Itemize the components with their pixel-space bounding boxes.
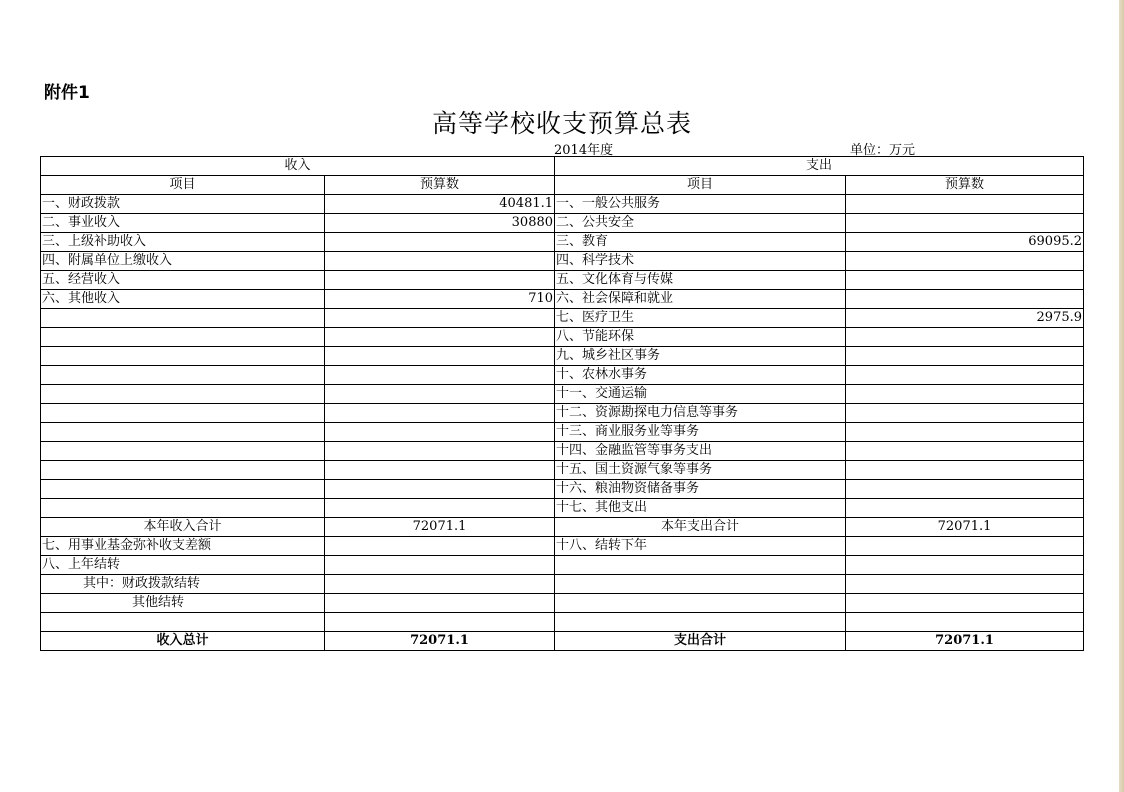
income-item-cell: 三、上级补助收入 [41, 233, 325, 252]
expense-item-cell: 十七、其他支出 [555, 499, 846, 518]
income-value-cell: 30880 [325, 214, 555, 233]
income-year-total-value: 72071.1 [325, 518, 555, 537]
table-row [41, 195, 1084, 214]
expense-item-cell [555, 556, 846, 575]
income-item-cell [41, 309, 325, 328]
expense-value-cell [846, 499, 1084, 518]
expense-value-cell [846, 271, 1084, 290]
income-item-cell [41, 385, 325, 404]
table-row [41, 252, 1084, 271]
expense-value-cell [846, 385, 1084, 404]
table-row [41, 271, 1084, 290]
table-row [41, 556, 1084, 575]
income-item-cell [41, 404, 325, 423]
income-item-cell [41, 328, 325, 347]
income-item-cell: 其他结转 [41, 594, 325, 613]
income-value-cell [325, 575, 555, 594]
table-row [41, 385, 1084, 404]
income-grand-total-label: 收入总计 [41, 632, 325, 651]
expense-item-cell: 四、科学技术 [555, 252, 846, 271]
income-value-cell: 40481.1 [325, 195, 555, 214]
expense-budget-header: 预算数 [846, 176, 1084, 195]
expense-value-cell [846, 556, 1084, 575]
expense-item-cell: 七、医疗卫生 [555, 309, 846, 328]
income-item-cell [41, 461, 325, 480]
income-item-header: 项目 [41, 176, 325, 195]
income-value-cell [325, 499, 555, 518]
income-value-cell: 710 [325, 290, 555, 309]
expense-item-cell: 六、社会保障和就业 [555, 290, 846, 309]
income-item-cell: 八、上年结转 [41, 556, 325, 575]
expense-item-header: 项目 [555, 176, 846, 195]
table-row [41, 575, 1084, 594]
table-row [41, 404, 1084, 423]
expense-value-cell [846, 366, 1084, 385]
income-item-cell [41, 423, 325, 442]
table-row [41, 423, 1084, 442]
income-value-cell [325, 480, 555, 499]
expense-item-cell: 十一、交通运输 [555, 385, 846, 404]
expense-value-cell [846, 404, 1084, 423]
income-value-cell [325, 556, 555, 575]
table-row [41, 613, 1084, 632]
expense-item-cell: 五、文化体育与传媒 [555, 271, 846, 290]
expense-item-cell: 十五、国土资源气象等事务 [555, 461, 846, 480]
income-item-cell: 五、经营收入 [41, 271, 325, 290]
table-row [41, 290, 1084, 309]
unit-label: 单位：万元 [850, 143, 916, 158]
income-value-cell [325, 461, 555, 480]
table-row [41, 214, 1084, 233]
income-value-cell [325, 442, 555, 461]
year-total-row [41, 518, 1084, 537]
expense-item-cell: 十六、粮油物资储备事务 [555, 480, 846, 499]
income-item-cell: 二、事业收入 [41, 214, 325, 233]
income-value-cell [325, 252, 555, 271]
expense-value-cell [846, 480, 1084, 499]
income-item-cell: 六、其他收入 [41, 290, 325, 309]
income-item-cell [41, 366, 325, 385]
income-section-header: 收入 [41, 157, 555, 176]
page-title: 高等学校收支预算总表 [431, 109, 692, 138]
income-value-cell [325, 347, 555, 366]
table-row [41, 537, 1084, 556]
fiscal-year: 2014年度 [554, 143, 614, 158]
expense-value-cell [846, 290, 1084, 309]
income-value-cell [325, 366, 555, 385]
expense-item-cell: 一、一般公共服务 [555, 195, 846, 214]
expense-section-header: 支出 [555, 157, 1084, 176]
section-header-row [41, 157, 1084, 176]
income-value-cell [325, 309, 555, 328]
income-item-cell [41, 480, 325, 499]
table-row [41, 461, 1084, 480]
expense-value-cell [846, 575, 1084, 594]
income-item-cell [41, 613, 325, 632]
expense-item-cell: 十、农林水事务 [555, 366, 846, 385]
income-item-cell: 一、财政拨款 [41, 195, 325, 214]
expense-year-total-value: 72071.1 [846, 518, 1084, 537]
income-item-cell: 四、附属单位上缴收入 [41, 252, 325, 271]
income-value-cell [325, 404, 555, 423]
income-grand-total-value: 72071.1 [325, 632, 555, 651]
income-value-cell [325, 328, 555, 347]
table-row [41, 233, 1084, 252]
expense-item-cell: 十三、商业服务业等事务 [555, 423, 846, 442]
attachment-label: 附件1 [44, 83, 90, 103]
income-budget-header: 预算数 [325, 176, 555, 195]
income-item-cell [41, 442, 325, 461]
expense-grand-total-value: 72071.1 [846, 632, 1084, 651]
column-header-row [41, 176, 1084, 195]
income-value-cell [325, 537, 555, 556]
expense-value-cell [846, 252, 1084, 271]
expense-item-cell [555, 575, 846, 594]
table-row [41, 366, 1084, 385]
income-item-cell [41, 499, 325, 518]
income-value-cell [325, 423, 555, 442]
expense-value-cell [846, 442, 1084, 461]
income-item-cell: 七、用事业基金弥补收支差额 [41, 537, 325, 556]
expense-item-cell [555, 613, 846, 632]
income-item-cell [41, 347, 325, 366]
expense-item-cell: 九、城乡社区事务 [555, 347, 846, 366]
income-year-total-label: 本年收入合计 [41, 518, 325, 537]
expense-value-cell [846, 195, 1084, 214]
grand-total-row [41, 632, 1084, 651]
income-value-cell [325, 271, 555, 290]
income-value-cell [325, 613, 555, 632]
expense-item-cell: 二、公共安全 [555, 214, 846, 233]
budget-summary-table [40, 156, 1084, 651]
expense-item-cell: 十二、资源勘探电力信息等事务 [555, 404, 846, 423]
expense-item-cell [555, 594, 846, 613]
expense-value-cell [846, 594, 1084, 613]
expense-value-cell: 2975.9 [846, 309, 1084, 328]
expense-item-cell: 十四、金融监管等事务支出 [555, 442, 846, 461]
table-row [41, 499, 1084, 518]
expense-value-cell [846, 537, 1084, 556]
expense-value-cell [846, 461, 1084, 480]
income-value-cell [325, 233, 555, 252]
table-row [41, 480, 1084, 499]
table-row [41, 442, 1084, 461]
income-value-cell [325, 385, 555, 404]
expense-value-cell [846, 423, 1084, 442]
income-item-cell: 其中：财政拨款结转 [41, 575, 325, 594]
income-value-cell [325, 594, 555, 613]
expense-value-cell [846, 214, 1084, 233]
expense-value-cell [846, 347, 1084, 366]
table-row [41, 309, 1084, 328]
table-row [41, 347, 1084, 366]
table-row [41, 594, 1084, 613]
expense-value-cell [846, 613, 1084, 632]
expense-item-cell: 三、教育 [555, 233, 846, 252]
expense-item-cell: 十八、结转下年 [555, 537, 846, 556]
table-row [41, 328, 1084, 347]
expense-item-cell: 八、节能环保 [555, 328, 846, 347]
expense-value-cell [846, 328, 1084, 347]
expense-value-cell: 69095.2 [846, 233, 1084, 252]
expense-grand-total-label: 支出合计 [555, 632, 846, 651]
expense-year-total-label: 本年支出合计 [555, 518, 846, 537]
